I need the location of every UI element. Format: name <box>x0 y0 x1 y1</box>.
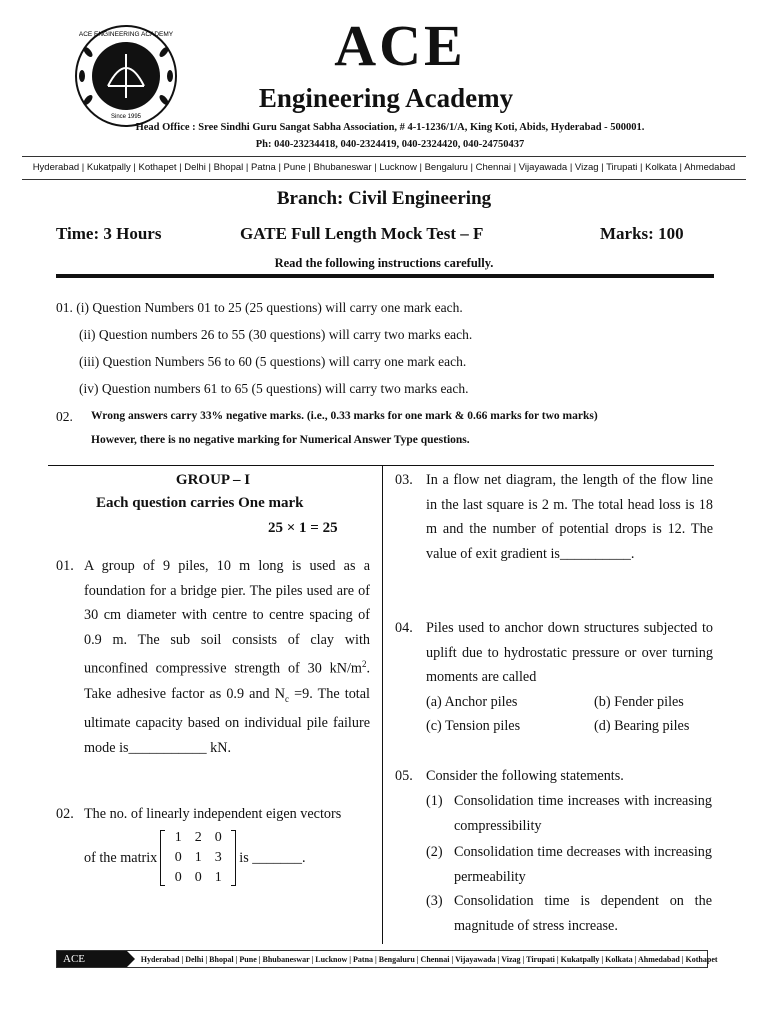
instruction-4: (iv) Question numbers 61 to 65 (5 questions) will carry two marks each. <box>79 381 469 396</box>
statement-1-number: (1) <box>426 793 443 809</box>
question-02-text-a: The no. of linearly independent eigen vectors <box>84 806 342 822</box>
phone-numbers: Ph: 040-23234418, 040-2324419, 040-2324420, 040-24750437 <box>255 139 525 150</box>
exam-time: Time: 3 Hours <box>56 224 162 243</box>
logo-ring-text: ACE ENGINEERING ACADEMY <box>78 31 174 38</box>
option-a: (a) Anchor piles <box>426 694 518 710</box>
head-office-address: Head Office : Sree Sindhi Guru Sangat Sabha Association, # 4-1-1236/1/A, King Koti, Abids, Hyderabad - 500001. <box>135 122 645 133</box>
question-02-text-b: of the matrix <box>84 849 158 866</box>
page-footer <box>56 950 718 997</box>
statement-1: Consolidation time increases with increasing compressibility <box>454 793 712 834</box>
matrix-cell: 1 <box>194 850 202 865</box>
matrix-cell: 0 <box>194 870 202 885</box>
statement-2-number: (2) <box>426 844 443 860</box>
matrix-cell: 1 <box>174 830 182 845</box>
brand-subtitle: Engineering Academy <box>258 83 514 113</box>
instruction-2: (ii) Question numbers 26 to 55 (30 questions) will carry two marks each. <box>79 327 473 342</box>
subscript: c <box>285 693 289 704</box>
question-03 <box>395 468 713 566</box>
question-number: 02. <box>56 806 74 822</box>
question-04 <box>395 616 713 690</box>
question-01-text-a: A group of 9 piles, 10 m long is used as a foundation for a bridge pier. The piles used are of 30 cm diameter with centre to centre spacing of 0.9 m. The sub soil consists of clay with unconfined compressive strength of 30 kN/m <box>84 558 370 678</box>
instruction-02-number: 02. <box>56 409 73 424</box>
question-01-text-b: . Take adhesive factor as 0.9 and N <box>84 661 370 702</box>
footer-brand: ACE Engineering Academy <box>57 951 127 967</box>
test-name: GATE Full Length Mock Test – F <box>240 224 484 243</box>
brand-title: ACE <box>334 13 466 78</box>
statement-3-number: (3) <box>426 893 443 909</box>
question-number: 05. <box>395 768 413 784</box>
option-b: (b) Fender piles <box>594 694 684 710</box>
matrix-cell: 0 <box>174 870 182 885</box>
statement-2: Consolidation time decreases with increasing permeability <box>454 844 712 885</box>
instruction-1: 01. (i) Question Numbers 01 to 25 (25 questions) will carry one mark each. <box>56 300 463 315</box>
group-marks: 25 × 1 = 25 <box>268 520 338 536</box>
question-05 <box>395 764 713 789</box>
question-number: 03. <box>395 472 413 488</box>
question-01 <box>56 554 370 760</box>
matrix-cell: 3 <box>214 850 222 865</box>
negative-marking-note: Wrong answers carry 33% negative marks. (i.e., 0.33 marks for one mark & 0.66 marks for two marks) <box>91 410 598 422</box>
instruction-3: (iii) Question Numbers 56 to 60 (5 questions) will carry one mark each. <box>79 354 467 369</box>
question-02-matrix-line <box>56 828 370 888</box>
question-01-text-c: =9. The total ultimate capacity based on individual pile failure mode is___________ kN. <box>84 685 370 756</box>
matrix-cell: 0 <box>214 830 222 845</box>
read-instructions: Read the following instructions carefully. <box>274 256 494 270</box>
matrix-cell: 0 <box>174 850 182 865</box>
matrix <box>160 828 236 888</box>
footer-cities: Hyderabad | Delhi | Bhopal | Pune | Bhubaneswar | Lucknow | Patna | Bengaluru | Chennai | Vijayawada | Vizag | Tirupati | Kukatpally | Kolkata | Ahmedabad | Kothapet <box>140 954 718 964</box>
option-c: (c) Tension piles <box>426 718 521 734</box>
exam-marks: Marks: 100 <box>600 224 684 243</box>
group-subtitle: Each question carries One mark <box>96 495 304 511</box>
matrix-cell: 2 <box>194 830 202 845</box>
question-number: 04. <box>395 620 413 636</box>
branch-heading: Branch: Civil Engineering <box>276 188 492 209</box>
matrix-cell: 1 <box>214 870 222 885</box>
column-divider <box>382 466 383 944</box>
question-04-text: Piles used to anchor down structures subjected to uplift due to hydrostatic pressure or over turning moments are called <box>426 620 713 686</box>
academy-logo <box>72 22 180 130</box>
option-d: (d) Bearing piles <box>594 718 690 734</box>
group-title: GROUP – I <box>175 472 251 488</box>
header-rule <box>56 274 714 278</box>
superscript: 2 <box>361 659 367 670</box>
question-05-text: Consider the following statements. <box>426 768 624 784</box>
logo-since: Since 1995 <box>110 114 142 120</box>
branch-cities-bar: Hyderabad | Kukatpally | Kothapet | Delhi | Bhopal | Patna | Pune | Bhubaneswar | Lucknow | Bengaluru | Chennai | Vijayawada | Vizag | Tirupati | Kolkata | Ahmedabad <box>22 156 746 180</box>
question-02-text-c: is _______. <box>239 849 306 866</box>
section-divider <box>48 465 714 466</box>
question-02 <box>56 802 370 827</box>
question-03-text: In a flow net diagram, the length of the flow line in the last square is 2 m. The total head loss is 18 m and the number of potential drops is 12. The value of exit gradient is__________. <box>426 472 713 562</box>
statement-3: Consolidation time is dependent on the magnitude of stress increase. <box>454 893 712 934</box>
nat-note: However, there is no negative marking for Numerical Answer Type questions. <box>91 434 470 446</box>
question-number: 01. <box>56 558 74 574</box>
